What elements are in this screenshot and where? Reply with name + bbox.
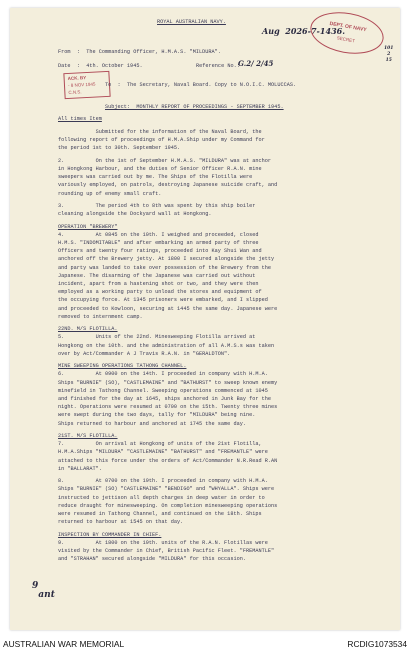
report-line: employed as a working party to unload the stores and equipment of [58, 289, 262, 296]
report-line: visited by the Commander in Chief, British Pacific Fleet. "FREMANTLE" [58, 548, 275, 554]
archive-footer [0, 636, 410, 652]
report-line: Ships "BURNIE" (SO) "CASTLEMAINE" "BENDIGO" and "WHYALLA". Ships were [58, 486, 275, 493]
from-line: From : The Commanding Officer, H.M.A.S. "MILDURA". [58, 49, 221, 55]
report-line: MINE SWEEPING OPERATIONS TATHONG CHANNEL. [58, 363, 187, 370]
report-line: and finished for the day at 1645, ships anchored in Junk Bay for the [58, 396, 272, 402]
times-note: All times Item [58, 116, 102, 122]
report-line: anchored off the Brewery jetty. At 1800 I secured alongside the jetty [58, 256, 275, 263]
report-line: Officers and twenty four ratings, proceeded into Kay Shui Wan and [58, 248, 262, 255]
report-line: returned to harbour at 1545 on that day. [58, 519, 184, 526]
report-line: INSPECTION BY COMMANDER IN CHIEF. [58, 531, 162, 538]
subject-line: Subject: MONTHLY REPORT OF PROCEEDINGS - SEPTEMBER 1945. [105, 104, 284, 110]
report-line: Japanese. The disarming of the Japanese was carried out without [58, 272, 256, 279]
report-line: instructed to jettison all depth charges in deep water in order to [58, 494, 265, 501]
report-line: cleaning alongside the Dockyard wall at Hongkong. [58, 211, 212, 218]
report-line: were resumed in Tathong Channel, and continued on the 18th. Ships [58, 511, 262, 517]
report-line: and party was landed to take over possession of the Brewery from the [58, 264, 272, 271]
report-line: 21ST. M/S FLOTILLA. [58, 433, 118, 439]
report-line: the period 1st to 30th. September 1945. [58, 145, 181, 152]
to-line: To : The Secretary, Naval Board. Copy to N.O.I.C. MOLUCCAS. [105, 82, 297, 88]
report-line: in Hongkong Harbour, and the duties of Senior Officer R.A.N. mine [58, 166, 262, 172]
report-line: in "BALLARAT". [58, 465, 102, 472]
archive-name: AUSTRALIAN WAR MEMORIAL [3, 639, 125, 649]
report-line: rounding up of enemy small craft. [58, 190, 162, 197]
report-line: incident, apart from a hastening shot or two, and they were then [58, 281, 259, 287]
reference-value: G.2/ 2/45 [238, 59, 274, 68]
report-line: 3. The period 4th to 8th was spent by this ship boiler [58, 203, 256, 209]
reference-label: Reference No.: [196, 63, 240, 69]
report-line: 5. Units of the 22nd. Minesweeping Flotilla arrived at [58, 334, 256, 341]
report-line: following report of proceedings of H.M.A.Ship under my Command for [58, 137, 265, 144]
report-line: reduce draught for minesweeping. On completion minesweeping operations [58, 502, 278, 509]
report-line: Ships "BURNIE" (SO), "CASTLEMAINE" and "BATHURST" to sweep known enemy [58, 379, 278, 386]
handwritten-initials: 9 ant [32, 581, 55, 600]
report-line: night. Operations were resumed at 0700 on the 15th. Twenty three mines [58, 404, 278, 411]
document-heading: ROYAL AUSTRALIAN NAVY. [157, 19, 226, 25]
dept-navy-stamp: DEPT. OF NAVY SECRET [307, 8, 387, 59]
report-line: Submitted for the information of the Naval Board, the [58, 129, 262, 135]
archive-id: RCDIG1073534 [347, 639, 407, 649]
report-line: the occupying force. At 1345 prisoners were embarked, and I slipped [58, 297, 268, 304]
document-page [10, 8, 400, 630]
report-line: 9. At 1800 on the 19th. units of the R.A.N. Flotillas were [58, 539, 268, 546]
report-line: OPERATION "BREWERY" [58, 223, 118, 230]
handwritten-file-ref: Aug 2026-7-1436. [262, 26, 346, 36]
report-line: H.M.S. "INDOMITABLE" and after embarking an armed party of three [58, 240, 259, 246]
report-line: removed to internment camp. [58, 313, 143, 320]
report-line: 2. On the 1st of September H.M.A.S. "MILDURA" was at anchor [58, 157, 272, 164]
report-line: minefield in Tathong Channel. Sweeping operations commenced at 1045 [58, 387, 268, 394]
report-line: attached to this force under the orders of Act/Commander N.R.Read R.AN [58, 457, 278, 464]
report-line: and "STRAHAN" secured alongside "MILDURA" for this occasion. [58, 556, 246, 563]
report-line: 8. At 0700 on the 19th. I proceeded in company with H.M.A. [58, 478, 268, 485]
report-line: Hongkong on the 10th. and the administration of all A.M.S.s was taken [58, 342, 275, 349]
report-line: variously employed, on patrols, destroying Japanese suicide craft, and [58, 182, 278, 189]
report-line: H.M.A.Ships "MILDURA" "CASTLEMAINE" "BATHURST" and "FREMANTLE" were [58, 449, 268, 456]
report-line: 4. At 0845 on the 10th. I weighed and proceeded, closed [58, 231, 259, 238]
acknowledged-stamp: ACK. BY - 8 NOV 1945 C.N.S. [63, 71, 110, 99]
report-line: over by Act/Commander A J Travis R.A.N. in "GERALDTON". [58, 350, 231, 357]
report-line: Ships returned to harbour and anchored at 1745 the same day. [58, 420, 246, 427]
report-line: were swept during the two days, tally for "MILDURA" being nine. [58, 412, 256, 419]
report-line: 6. At 0900 on the 14th. I proceeded in company with H.M.A. [58, 371, 268, 378]
report-line: 7. On arrival at Hongkong of units of the 21st Flotilla, [58, 441, 262, 448]
report-line: 22ND. M/S FLOTILLA. [58, 326, 118, 333]
report-line: sweepers was carried out by me. The Ships of the Flotilla were [58, 174, 253, 181]
margin-note: 101 2 15 [384, 46, 394, 63]
date-line: Date : 4th. October 1945. [58, 63, 143, 69]
report-line: and proceeded to Kowloon, securing at 1445 the same day. Japanese were [58, 305, 278, 312]
